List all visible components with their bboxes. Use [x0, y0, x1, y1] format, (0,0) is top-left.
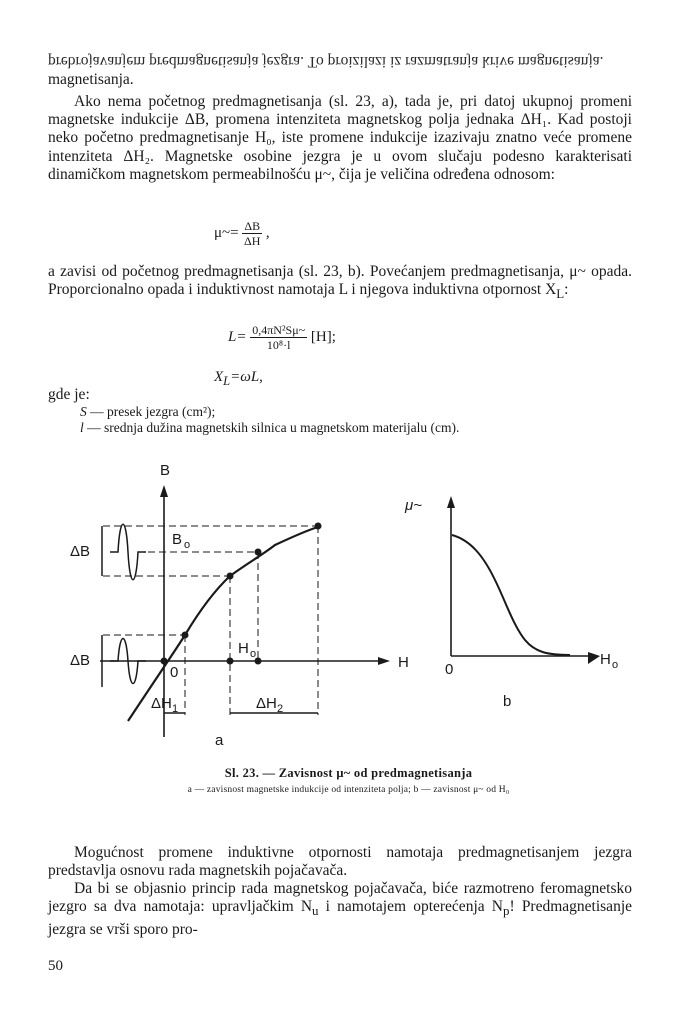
point-mid — [227, 573, 234, 580]
label-h0: H — [238, 640, 249, 657]
paragraph-4 — [48, 880, 632, 939]
paragraph-4-text: Da bi se objasnio princip rada magnetskog pojačavača, biće razmotreno feromagnetsko jezgro sa dva namotaja: upravljačkim N — [48, 880, 632, 916]
paragraph-4-sub1: u — [312, 903, 319, 919]
eq-mu-fraction — [242, 219, 262, 248]
figure-caption-title: Sl. 23. — Zavisnost μ~ od predmagnetisanja — [224, 766, 473, 780]
eq-L-lhs: L= — [228, 328, 247, 345]
waveform-top — [110, 524, 146, 580]
label-b: B — [160, 462, 171, 479]
eq-X-symbol: X — [214, 369, 224, 385]
paragraph-2-text: a zavisi od početnog predmagnetisanja (sl. 23, b). Povećanjem predmagnetisanja, μ~ opada. Proporcionalno opada i induktivnost namotaja L i njegova induktivna otpornost X — [48, 263, 632, 299]
h-axis-arrow — [378, 657, 390, 665]
label-b0: B — [172, 531, 183, 548]
paragraph-1: Ako nema početnog predmagnetisanja (sl. 23, a), tada je, pri datoj ukupnoj promeni magnetske indukcije ΔB, promena intenziteta magnetskog polja jednaka ΔH₁. Kad postoji neko početno predmagnetisanje H₀, iste promene indukcije izazivaju znatno veće promene intenziteta ΔH₂. Magnetske osobine jezgra je u ovom slučaju podesno karakterisati dinamičkom magnetskom permeabilnošću μ~, čija je veličina određena odnosom: — [48, 93, 632, 183]
label-origin: 0 — [170, 664, 179, 681]
gde-je-label: gde je: — [48, 386, 90, 403]
figure-b-mu-vs-h0 — [395, 480, 635, 710]
eq-L-den: 10⁸·l — [266, 338, 291, 352]
point-h0 — [227, 658, 234, 665]
label-dh1: ΔH — [151, 695, 172, 712]
eq-X-rhs: =ωL, — [230, 369, 263, 385]
label-db-top: ΔB — [70, 543, 91, 560]
eq-mu-den: ΔH — [244, 234, 261, 248]
label-panel-a: a — [215, 732, 224, 749]
equation-inductance — [228, 323, 336, 352]
label-b0-sub: o — [184, 539, 191, 551]
eq-L-num: 0,4πN²Sμ~ — [252, 323, 306, 337]
label-h0-b-sub: o — [612, 659, 619, 671]
waveform-bottom — [110, 639, 146, 684]
eq-mu-num: ΔB — [244, 219, 261, 233]
eq-mu-tail: , — [265, 224, 270, 241]
definition-l-text: — srednja dužina magnetskih silnica u magnetskom materijalu (cm). — [87, 420, 460, 435]
figure-a-magnetization-curve — [60, 455, 430, 755]
eq-mu-lhs: μ~= — [214, 224, 239, 241]
paragraph-3: Mogućnost promene induktivne otpornosti namotaja predmagnetisanjem jezgra predstavlja osnovu rada magnetskih pojačavača. — [48, 844, 632, 880]
bh-curve — [128, 527, 318, 721]
paragraph-2-end: : — [564, 281, 569, 299]
definition-S-text: — presek jezgra (cm²); — [90, 404, 216, 419]
definition-S — [80, 404, 215, 420]
paragraph-4-mid: i namotajem opterećenja N — [318, 898, 504, 916]
mirrored-header-text: prebrojavanjem predmagnetisanja jezgra. To proizilazi iz razmatranja krive magnetisanja. — [48, 53, 604, 70]
figure-caption-sub: a — zavisnost magnetske indukcije od intenziteta polja; b — zavisnost μ~ od H₀ — [187, 785, 510, 795]
definition-S-symbol: S — [80, 404, 87, 419]
eq-X-sub: L — [223, 374, 231, 388]
page-number: 50 — [48, 958, 63, 974]
label-origin-b: 0 — [445, 661, 454, 678]
paragraph-2 — [48, 263, 632, 304]
header-tail: magnetisanja. — [48, 71, 134, 88]
point-low — [182, 632, 189, 639]
paragraph-4-sub2: p — [503, 903, 510, 919]
point-top — [315, 523, 322, 530]
b-axis-arrow — [160, 485, 168, 497]
h0-axis-arrow — [588, 652, 600, 664]
label-h: H — [398, 654, 409, 671]
mu-axis-arrow — [447, 496, 455, 508]
paragraph-2-sub: L — [556, 286, 565, 302]
point-b0 — [255, 549, 262, 556]
label-db-bottom: ΔB — [70, 652, 91, 669]
label-h0-b: H — [600, 651, 611, 668]
eq-L-unit: [H]; — [310, 328, 336, 345]
label-dh2: ΔH — [256, 695, 277, 712]
point-origin — [161, 658, 168, 665]
mu-curve — [452, 535, 570, 655]
label-dh2-sub: 2 — [277, 703, 284, 715]
definition-l — [80, 420, 459, 436]
paragraph-4-end: ! Predmagnetisanje jezgra se vrši sporo pro- — [48, 898, 633, 938]
label-panel-b: b — [503, 693, 512, 710]
label-dh1-sub: 1 — [172, 703, 179, 715]
eq-L-fraction — [250, 323, 307, 352]
definition-l-symbol: l — [80, 420, 84, 435]
label-mu: μ~ — [405, 497, 422, 514]
label-h0-sub: o — [250, 648, 257, 660]
equation-mu — [214, 219, 270, 248]
